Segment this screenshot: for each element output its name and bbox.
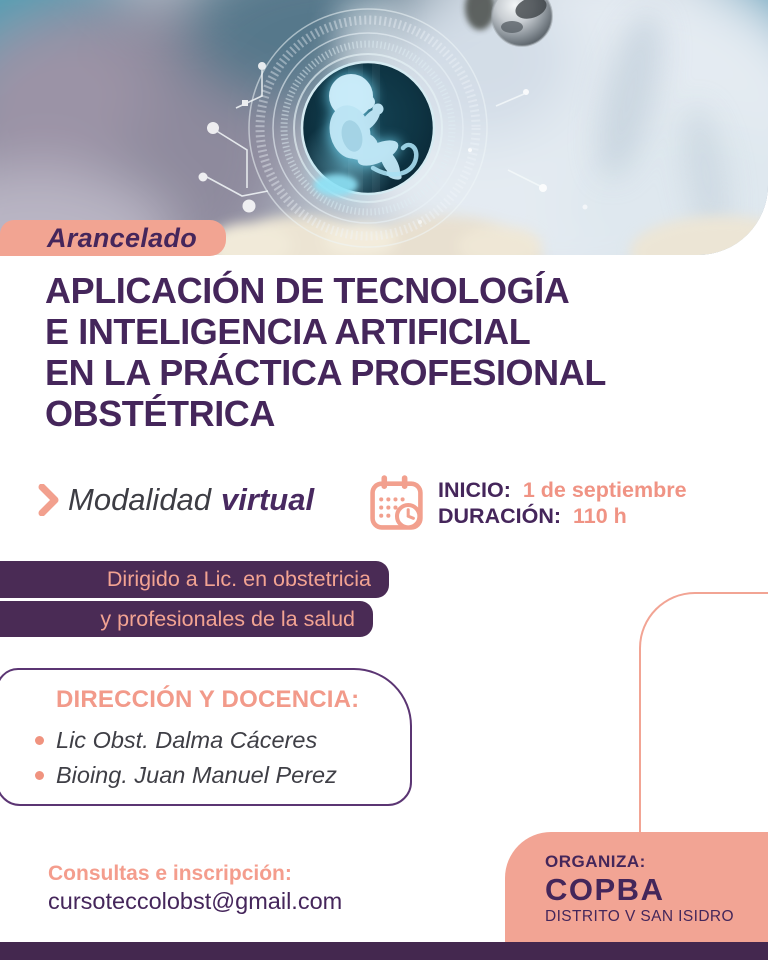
faculty-member <box>56 758 410 793</box>
dot-bullet-icon <box>35 771 44 780</box>
contact-block <box>48 861 342 916</box>
faculty-box <box>0 668 412 806</box>
modality-label: Modalidad <box>68 482 212 517</box>
schedule-block <box>368 475 687 533</box>
faculty-member <box>56 723 410 758</box>
start-value: 1 de septiembre <box>522 478 687 502</box>
modality-value: virtual <box>221 482 315 517</box>
hero-photo <box>0 0 768 255</box>
organizer-district: DISTRITO V SAN ISIDRO <box>545 908 734 925</box>
calendar-clock-icon <box>368 475 426 533</box>
faculty-member-name: Lic Obst. Dalma Cáceres <box>56 727 318 753</box>
schedule-duration-row <box>438 503 687 529</box>
schedule-text <box>438 475 687 529</box>
title-line-4: OBSTÉTRICA <box>45 393 276 434</box>
doctor-hands <box>208 216 768 255</box>
dot-bullet-icon <box>35 736 44 745</box>
modality-row <box>38 477 314 523</box>
duration-value: 110 h <box>573 504 627 528</box>
faculty-heading: DIRECCIÓN Y DOCENCIA: <box>56 686 360 713</box>
title-line-1: APLICACIÓN DE TECNOLOGÍA <box>45 270 570 311</box>
faculty-member-name: Bioing. Juan Manuel Perez <box>56 762 337 788</box>
title-line-3: EN LA PRÁCTICA PROFESIONAL <box>45 352 606 393</box>
contact-heading: Consultas e inscripción: <box>48 862 292 885</box>
organizer-outline-decoration <box>639 592 768 835</box>
fee-badge: Arancelado <box>0 220 226 256</box>
contact-email: cursoteccolobst@gmail.com <box>48 888 343 914</box>
chevron-right-icon <box>38 484 60 516</box>
organizer-label: ORGANIZA: <box>545 852 646 871</box>
hero-illustration <box>0 0 768 255</box>
organizer-name: COPBA <box>545 872 665 907</box>
bottom-bar <box>0 942 768 960</box>
organizer-box <box>505 832 768 942</box>
start-label: INICIO: <box>438 478 511 502</box>
duration-label: DURACIÓN: <box>438 504 562 528</box>
audience-banner-2: y profesionales de la salud <box>0 601 373 637</box>
audience-banner-1: Dirigido a Lic. en obstetricia <box>0 561 389 598</box>
schedule-start-row <box>438 477 687 503</box>
title-line-2: E INTELIGENCIA ARTIFICIAL <box>45 311 531 352</box>
course-title <box>45 270 735 434</box>
